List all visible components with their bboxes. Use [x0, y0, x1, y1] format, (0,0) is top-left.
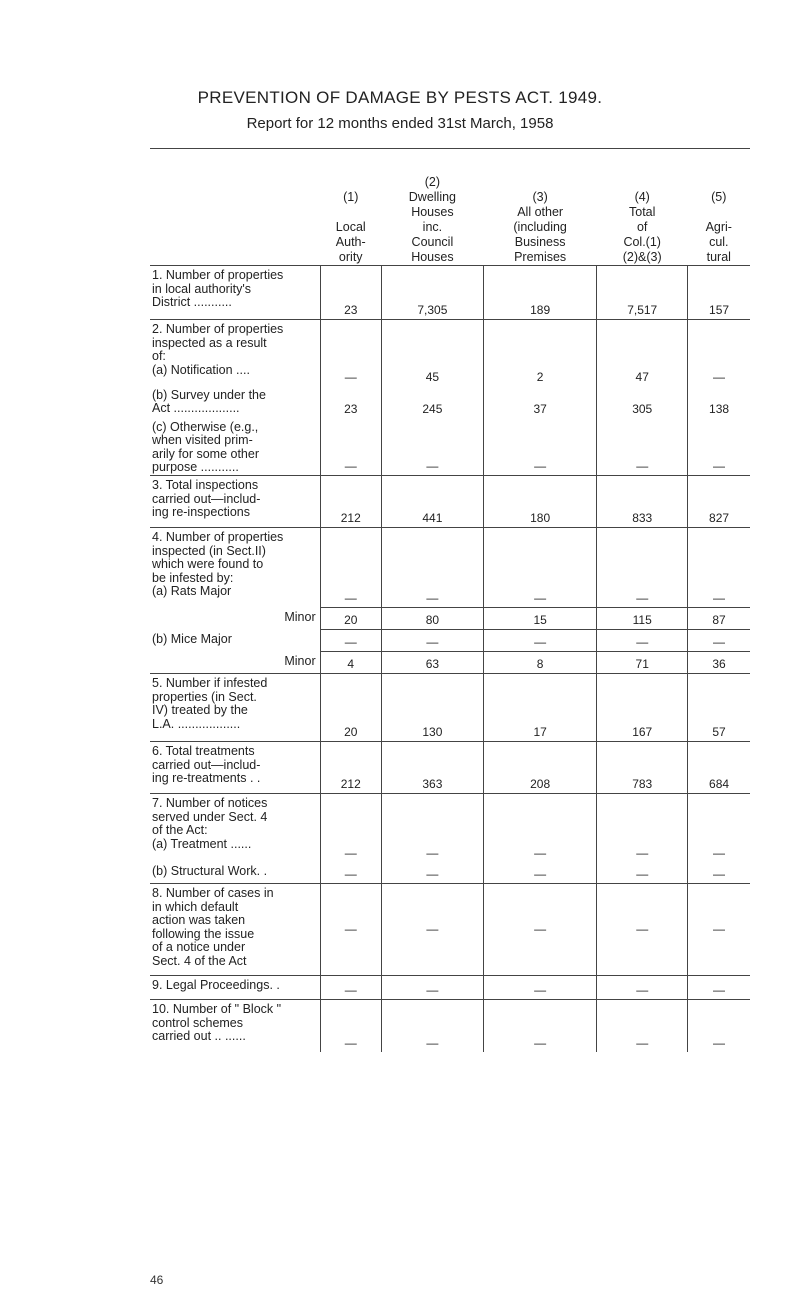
row-label: Minor [284, 609, 316, 624]
table-cell: 212 [320, 742, 381, 794]
table-row [150, 674, 750, 742]
column-number: (1) [343, 190, 359, 204]
table-cell: 47 [597, 320, 688, 386]
table-row [150, 884, 750, 976]
table-cell: 363 [381, 742, 483, 794]
table-cell: — [320, 884, 381, 976]
table-cell: — [688, 1000, 750, 1052]
table-cell: — [597, 884, 688, 976]
row-label: Minor [284, 653, 316, 668]
table-cell: 87 [688, 608, 750, 630]
table-cell: — [688, 794, 750, 862]
column-number: (3) [532, 190, 548, 204]
table-cell: 2 [483, 320, 596, 386]
row-label: 9. Legal Proceedings. . [150, 976, 320, 1000]
table-cell: 208 [483, 742, 596, 794]
table-cell: 827 [688, 476, 750, 528]
table-cell: 189 [483, 266, 596, 320]
row-label: (b) Mice Major [152, 631, 232, 646]
table-cell: — [688, 418, 750, 476]
column-number: (5) [711, 190, 727, 204]
table-row [150, 320, 750, 386]
table-cell: — [320, 976, 381, 1000]
column-number: (4) [634, 190, 650, 204]
column-title: All other (including Business Premises [513, 205, 567, 264]
table-cell: 80 [381, 608, 483, 630]
table-cell: — [320, 630, 381, 652]
table-cell: — [320, 1000, 381, 1052]
table-cell: 130 [381, 674, 483, 742]
table-cell: 245 [381, 386, 483, 418]
table-cell: — [597, 976, 688, 1000]
table-cell: — [381, 418, 483, 476]
column-title: Agri- cul. tural [705, 220, 732, 264]
table-cell: — [483, 884, 596, 976]
report-table [150, 148, 750, 1052]
table-cell: — [483, 630, 596, 652]
table-cell: — [597, 528, 688, 608]
table-row [150, 528, 750, 608]
table-cell: 157 [688, 266, 750, 320]
table-cell: 833 [597, 476, 688, 528]
column-number: (2) [424, 175, 441, 189]
table-cell: — [320, 418, 381, 476]
table-row [150, 608, 750, 630]
row-label: (b) Survey under the Act ................... [152, 387, 266, 415]
table-cell: — [483, 794, 596, 862]
table-cell: 23 [320, 386, 381, 418]
table-row [150, 418, 750, 476]
table-cell: 8 [483, 652, 596, 674]
table-cell: 180 [483, 476, 596, 528]
row-label: 3. Total inspections carried out—includ- ing re-inspections [150, 476, 320, 528]
table-cell: — [381, 884, 483, 976]
table-cell: — [597, 1000, 688, 1052]
column-title: Local Auth- ority [335, 220, 366, 264]
table-header-row [150, 149, 750, 266]
table-row [150, 976, 750, 1000]
row-label: 2. Number of properties inspected as a result of: (a) Notification .... [150, 320, 320, 386]
column-header [320, 149, 381, 266]
table-row [150, 476, 750, 528]
row-label: 10. Number of " Block " control schemes carried out .. ...... [150, 1000, 320, 1052]
table-cell: — [381, 862, 483, 884]
table-cell: 684 [688, 742, 750, 794]
table-cell: — [597, 862, 688, 884]
row-label: 4. Number of properties inspected (in Sect.II) which were found to be infested by: (a) Rats Major [150, 528, 320, 608]
table-cell: — [688, 528, 750, 608]
table-cell: — [320, 320, 381, 386]
row-label: 8. Number of cases in in which default action was taken following the issue of a notice under Sect. 4 of the Act [150, 884, 320, 976]
table-cell: 7,305 [381, 266, 483, 320]
page-title: PREVENTION OF DAMAGE BY PESTS ACT. 1949. [197, 88, 603, 107]
table-cell: — [597, 418, 688, 476]
column-header [483, 149, 596, 266]
table-cell: 783 [597, 742, 688, 794]
table-cell: — [320, 862, 381, 884]
column-header [381, 149, 483, 266]
table-cell: — [483, 528, 596, 608]
table-cell: — [483, 1000, 596, 1052]
table-cell: 441 [381, 476, 483, 528]
column-header [688, 149, 750, 266]
table-cell: 115 [597, 608, 688, 630]
table-cell: — [483, 976, 596, 1000]
table-cell: 138 [688, 386, 750, 418]
header-blank [150, 149, 320, 266]
table-cell: 37 [483, 386, 596, 418]
table-cell: 20 [320, 608, 381, 630]
column-title: Total of Col.(1) (2)&(3) [622, 205, 662, 264]
row-label: 1. Number of properties in local authority's District ........... [150, 266, 320, 320]
table-cell: 212 [320, 476, 381, 528]
table-row [150, 794, 750, 862]
table-cell: — [381, 976, 483, 1000]
table-cell: — [381, 1000, 483, 1052]
row-label: 5. Number if infested properties (in Sect. IV) treated by the L.A. .................. [150, 674, 320, 742]
column-header [597, 149, 688, 266]
table-cell: — [483, 862, 596, 884]
table-cell: 45 [381, 320, 483, 386]
table-cell: 167 [597, 674, 688, 742]
table-cell: 20 [320, 674, 381, 742]
table-cell: — [483, 418, 596, 476]
table-cell: — [597, 630, 688, 652]
table-cell: 17 [483, 674, 596, 742]
table-row [150, 652, 750, 674]
table-row [150, 630, 750, 652]
table-row [150, 266, 750, 320]
table-row [150, 862, 750, 884]
table-row [150, 742, 750, 794]
table-cell: 15 [483, 608, 596, 630]
table-row [150, 386, 750, 418]
table-cell: — [688, 862, 750, 884]
table-cell: 63 [381, 652, 483, 674]
row-label: (c) Otherwise (e.g., when visited prim- arily for some other purpose ........... [152, 419, 259, 474]
table-cell: — [688, 976, 750, 1000]
report-subtitle: Report for 12 months ended 31st March, 1958 [246, 115, 554, 132]
table-cell: 4 [320, 652, 381, 674]
column-title: Dwelling Houses inc. Council Houses [408, 190, 457, 264]
table-cell: 57 [688, 674, 750, 742]
row-label: (b) Structural Work. . [152, 863, 268, 878]
table-cell: — [597, 794, 688, 862]
table-cell: — [320, 794, 381, 862]
table-row [150, 1000, 750, 1052]
table-cell: 23 [320, 266, 381, 320]
row-label: 6. Total treatments carried out—includ- ing re-treatments . . [150, 742, 320, 794]
table-cell: — [688, 884, 750, 976]
table-cell: 71 [597, 652, 688, 674]
table-cell: — [688, 630, 750, 652]
table-cell: 7,517 [597, 266, 688, 320]
table-cell: 36 [688, 652, 750, 674]
table-cell: — [381, 794, 483, 862]
table-cell: 305 [597, 386, 688, 418]
table-cell: — [381, 630, 483, 652]
table-cell: — [320, 528, 381, 608]
table-cell: — [381, 528, 483, 608]
table-cell: — [688, 320, 750, 386]
page-number: 46 [150, 1273, 164, 1287]
row-label: 7. Number of notices served under Sect. 4 of the Act: (a) Treatment ...... [150, 794, 320, 862]
